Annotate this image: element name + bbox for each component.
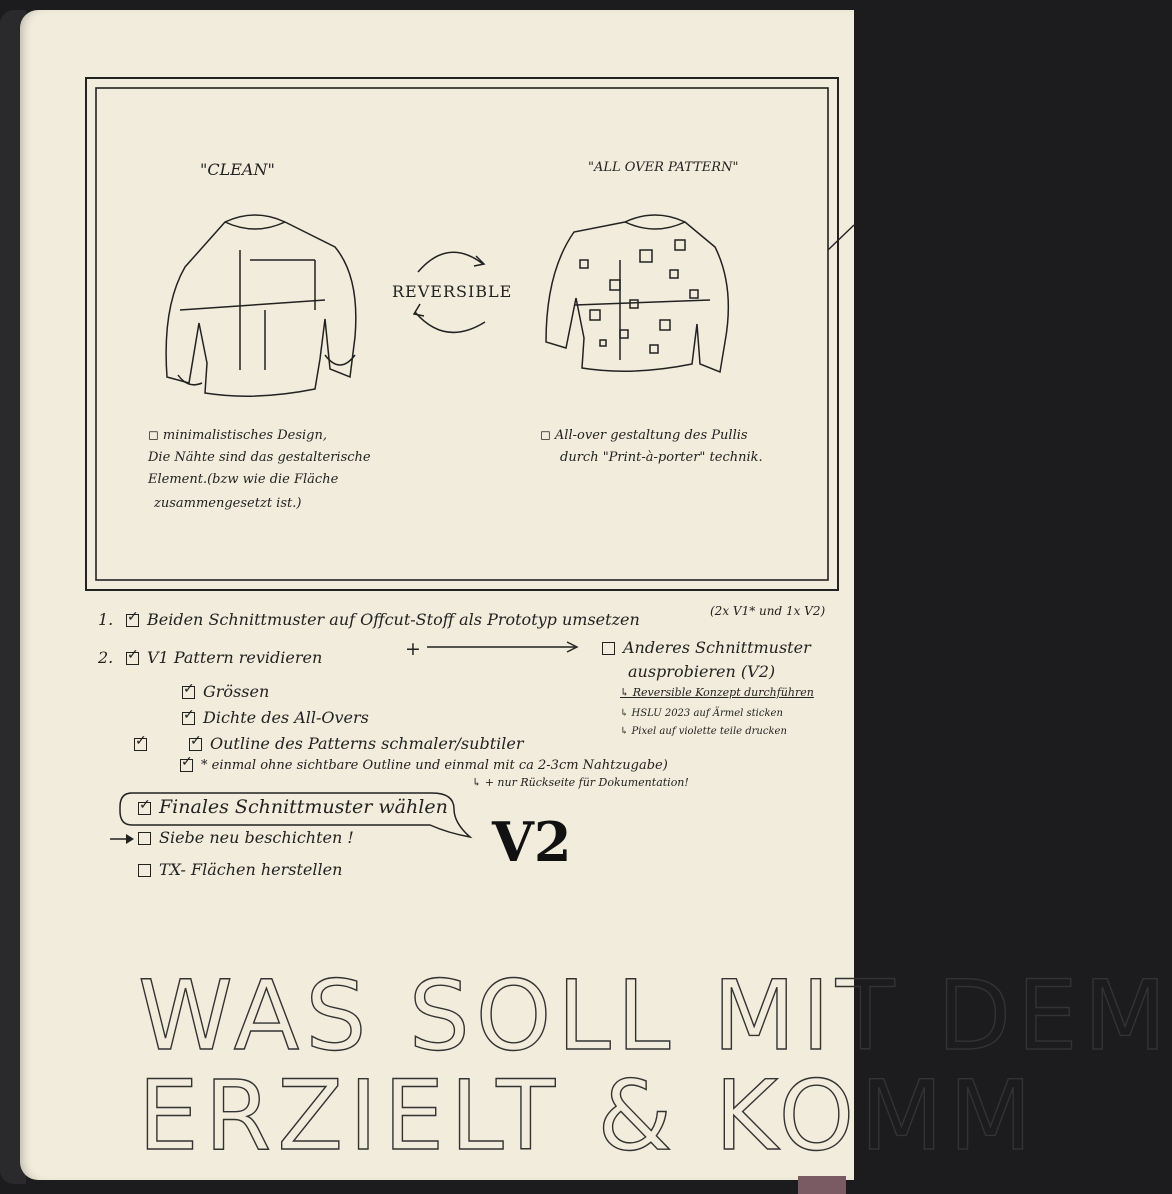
- left-note-line-4: zusammengesetzt ist.): [154, 496, 302, 511]
- checkbox-empty-icon: [138, 832, 151, 845]
- final-task-text: Finales Schnittmuster wählen: [159, 796, 448, 818]
- task-1: [126, 610, 640, 629]
- left-note-line-3: Element.(bzw wie die Fläche: [148, 472, 339, 487]
- right-sub-3: ↳ Pixel auf violette teile drucken: [620, 726, 787, 737]
- task-2-number: 2.: [98, 648, 114, 667]
- right-task-title-2: ausprobieren (V2): [628, 662, 776, 681]
- notebook-page: [20, 10, 1172, 1180]
- todo-2-text: TX- Flächen herstellen: [159, 860, 343, 879]
- right-sub-2: ↳ HSLU 2023 auf Ärmel sticken: [620, 708, 783, 719]
- subtask-4-note: ↳ + nur Rückseite für Dokumentation!: [472, 776, 689, 789]
- subtask-3: [134, 734, 523, 753]
- checkbox-empty-icon: [602, 642, 615, 655]
- checkbox-checked-icon: [182, 686, 195, 699]
- task-1-number: 1.: [98, 610, 114, 629]
- left-note-line-2: Die Nähte sind das gestalterische: [148, 450, 371, 465]
- checkbox-checked-icon: [138, 802, 151, 815]
- headline-line-2: ERZIELT & KOMM: [138, 1060, 1038, 1172]
- todo-1: [138, 828, 354, 847]
- subtask-4-text: * einmal ohne sichtbare Outline und einmal mit ca 2-3cm Nahtzugabe): [201, 758, 668, 773]
- right-task-title-1: Anderes Schnittmuster: [623, 638, 811, 657]
- checkbox-empty-icon: [138, 864, 151, 877]
- task-2-text: V1 Pattern revidieren: [147, 648, 323, 667]
- checkbox-checked-icon: [180, 759, 193, 772]
- subtask-2-text: Dichte des All-Overs: [203, 708, 369, 727]
- checkbox-checked-icon: [134, 738, 147, 751]
- plus-sign: +: [405, 638, 421, 660]
- task-2: [126, 648, 322, 667]
- subtask-1: [182, 682, 269, 701]
- subtask-4: [180, 758, 668, 773]
- label-reversible: REVERSIBLE: [392, 282, 513, 301]
- right-note-line-2: durch "Print-à-porter" technik.: [560, 450, 763, 465]
- subtask-1-text: Grössen: [203, 682, 270, 701]
- pattern-sweater-drawing: [546, 215, 728, 372]
- todo-2: [138, 860, 342, 879]
- arrow-right-icon: [425, 640, 585, 654]
- right-sub-1: ↳ Reversible Konzept durchführen: [620, 686, 814, 699]
- task-1-text: Beiden Schnittmuster auf Offcut-Stoff als Prototyp umsetzen: [147, 610, 640, 629]
- subtask-3-text: Outline des Patterns schmaler/subtiler: [210, 734, 524, 753]
- subtask-2: [182, 708, 369, 727]
- final-task: [138, 796, 448, 818]
- sketch-frame: [20, 10, 854, 610]
- label-clean: "CLEAN": [200, 160, 275, 179]
- headline-line-1: WAS SOLL MIT DEM: [138, 960, 1172, 1072]
- task-1-note: (2x V1* und 1x V2): [710, 604, 826, 618]
- label-all-over-pattern: "ALL OVER PATTERN": [588, 160, 739, 175]
- bookmark-ribbon: [798, 1176, 846, 1194]
- arrow-pointer-icon: [108, 832, 138, 846]
- right-task: [602, 638, 811, 657]
- left-note-line-1: ◻ minimalistisches Design,: [148, 428, 327, 443]
- checkbox-checked-icon: [189, 738, 202, 751]
- checkbox-checked-icon: [126, 614, 139, 627]
- right-note-line-1: ◻ All-over gestaltung des Pullis: [540, 428, 748, 443]
- checkbox-checked-icon: [182, 712, 195, 725]
- version-label: V2: [492, 810, 572, 874]
- todo-1-text: Siebe neu beschichten !: [159, 828, 354, 847]
- clean-sweater-drawing: [166, 215, 356, 396]
- checkbox-checked-icon: [126, 652, 139, 665]
